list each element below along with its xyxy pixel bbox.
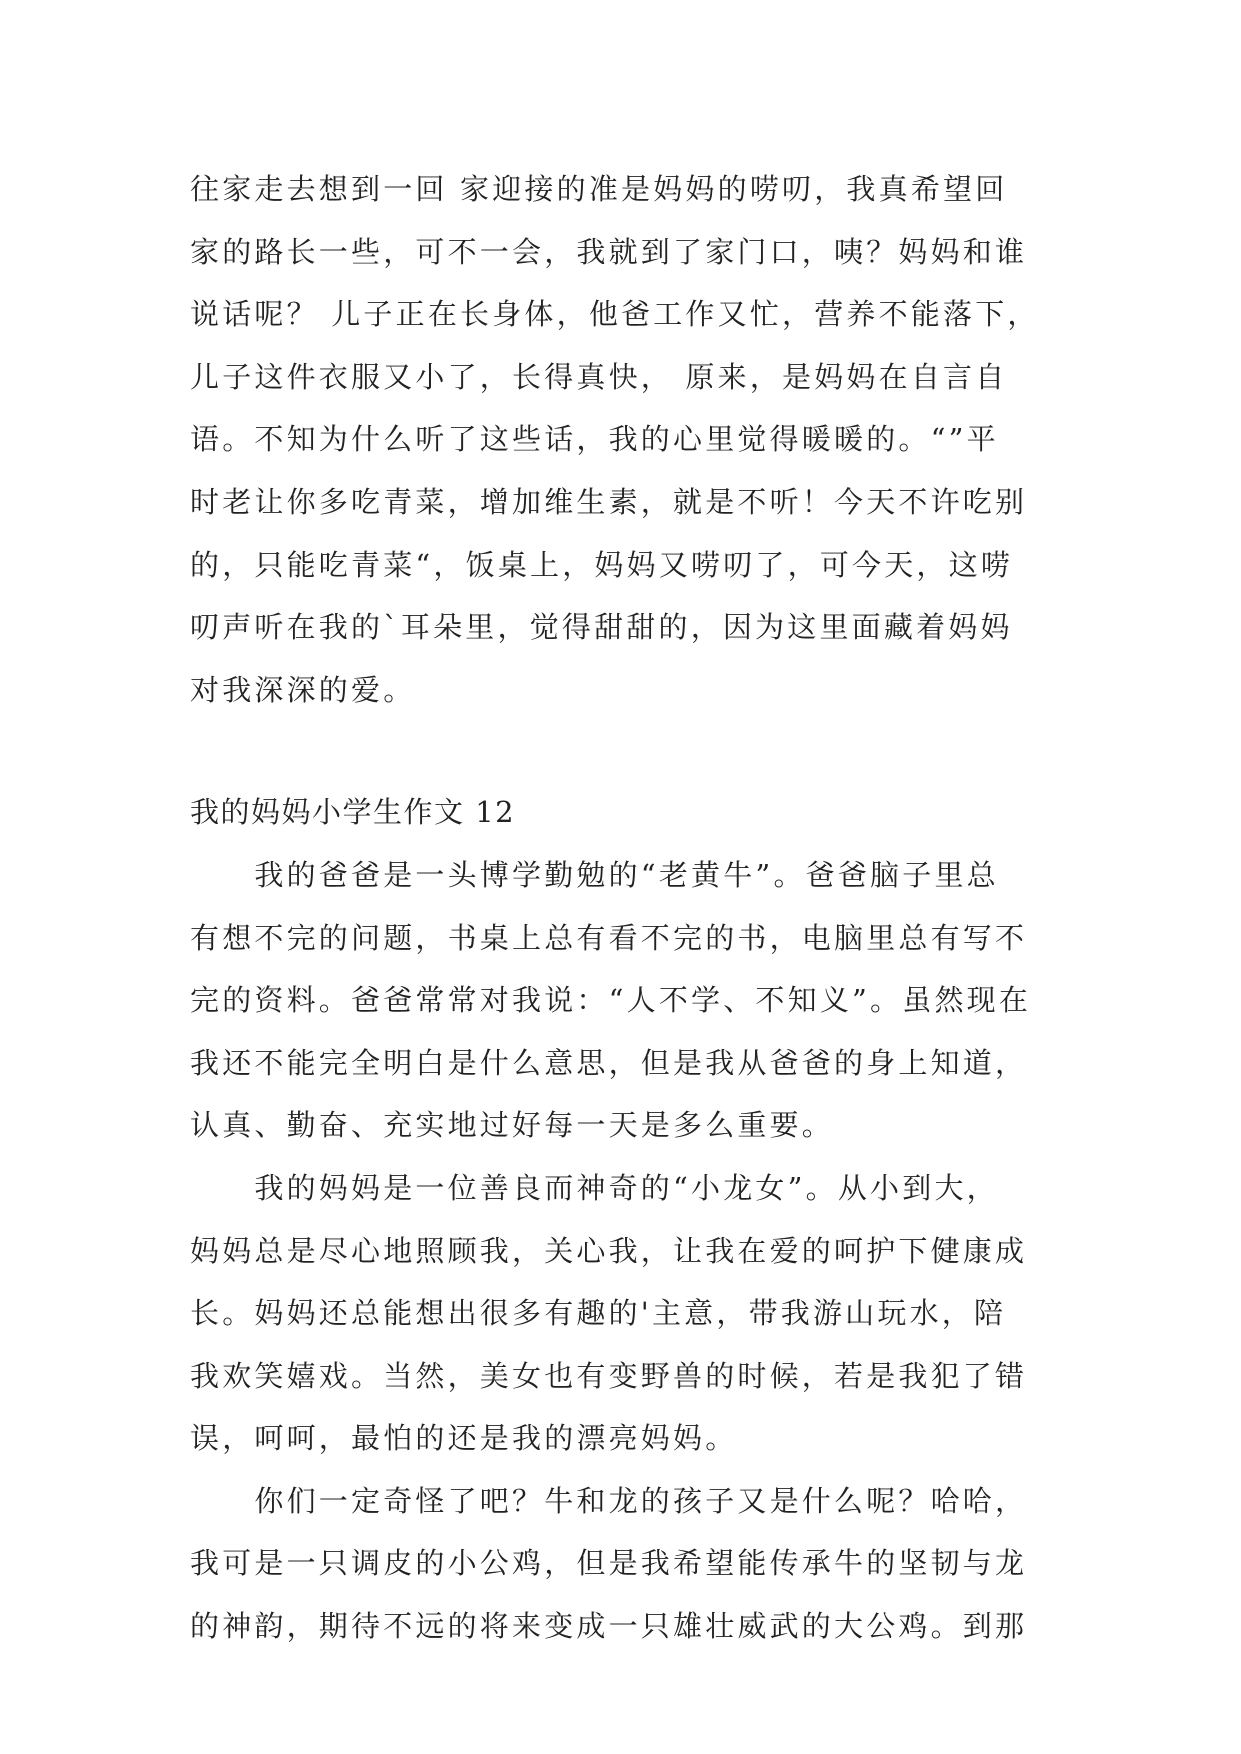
text-line: 我欢笑嬉戏。当然，美女也有变野兽的时候，若是我犯了错 xyxy=(190,1358,1028,1393)
text-line: 我还不能完全明白是什么意思，但是我从爸爸的身上知道， xyxy=(190,1045,1028,1080)
text-line: 的，只能吃青菜“，饭桌上，妈妈又唠叨了，可今天，这唠 xyxy=(190,547,1014,582)
section-gap xyxy=(190,721,1070,781)
text-line: 语。不知为什么听了这些话，我的心里觉得暖暖的。“”平 xyxy=(190,422,999,457)
text-line: 有想不完的问题，书桌上总有看不完的书，电脑里总有写不 xyxy=(190,920,1028,955)
text-line: 妈妈总是尽心地照顾我，关心我，让我在爱的呵护下健康成 xyxy=(190,1233,1028,1268)
text-line: 我可是一只调皮的小公鸡，但是我希望能传承牛的坚韧与龙 xyxy=(190,1546,1028,1581)
text-line: 往家走去想到一回 家迎接的准是妈妈的唠叨，我真希望回 xyxy=(190,172,1008,206)
essay-heading: 我的妈妈小学生作文 12 xyxy=(190,795,516,830)
document-body xyxy=(190,158,1070,1658)
essay-section-2 xyxy=(190,844,1070,1658)
text-line: 认真、勤奋、充实地过好每一天是多么重要。 xyxy=(190,1108,835,1143)
text-line: 误，呵呵，最怕的还是我的漂亮妈妈。 xyxy=(190,1421,738,1456)
text-line: 对我深深的爱。 xyxy=(190,672,416,707)
essay-section-1 xyxy=(190,158,1070,721)
text-line: 长。妈妈还总能想出很多有趣的'主意，带我游山玩水，陪 xyxy=(190,1296,1007,1331)
text-line: 儿子这件衣服又小了，长得真快， 原来，是妈妈在自言自 xyxy=(190,359,1008,394)
text-line: 家的路长一些，可不一会，我就到了家门口，咦？妈妈和谁 xyxy=(190,234,1028,269)
text-line: 时老让你多吃青菜，增加维生素，就是不听！今天不许吃别 xyxy=(190,484,1028,519)
text-line: 叨声听在我的`耳朵里，觉得甜甜的，因为这里面藏着妈妈 xyxy=(190,610,1013,645)
text-line: 我的妈妈是一位善良而神奇的“小龙女”。从小到大， xyxy=(190,1170,999,1205)
text-line: 的神韵，期待不远的将来变成一只雄壮威武的大公鸡。到那 xyxy=(190,1609,1028,1644)
text-line: 完的资料。爸爸常常对我说：“人不学、不知义”。虽然现在 xyxy=(190,983,1032,1018)
text-line: 你们一定奇怪了吧？牛和龙的孩子又是什么呢？哈哈， xyxy=(190,1483,1028,1518)
text-line: 说话呢？ 儿子正在长身体，他爸工作又忙，营养不能落下， xyxy=(190,297,1040,332)
text-line: 我的爸爸是一头博学勤勉的“老黄牛”。爸爸脑子里总 xyxy=(190,857,999,892)
